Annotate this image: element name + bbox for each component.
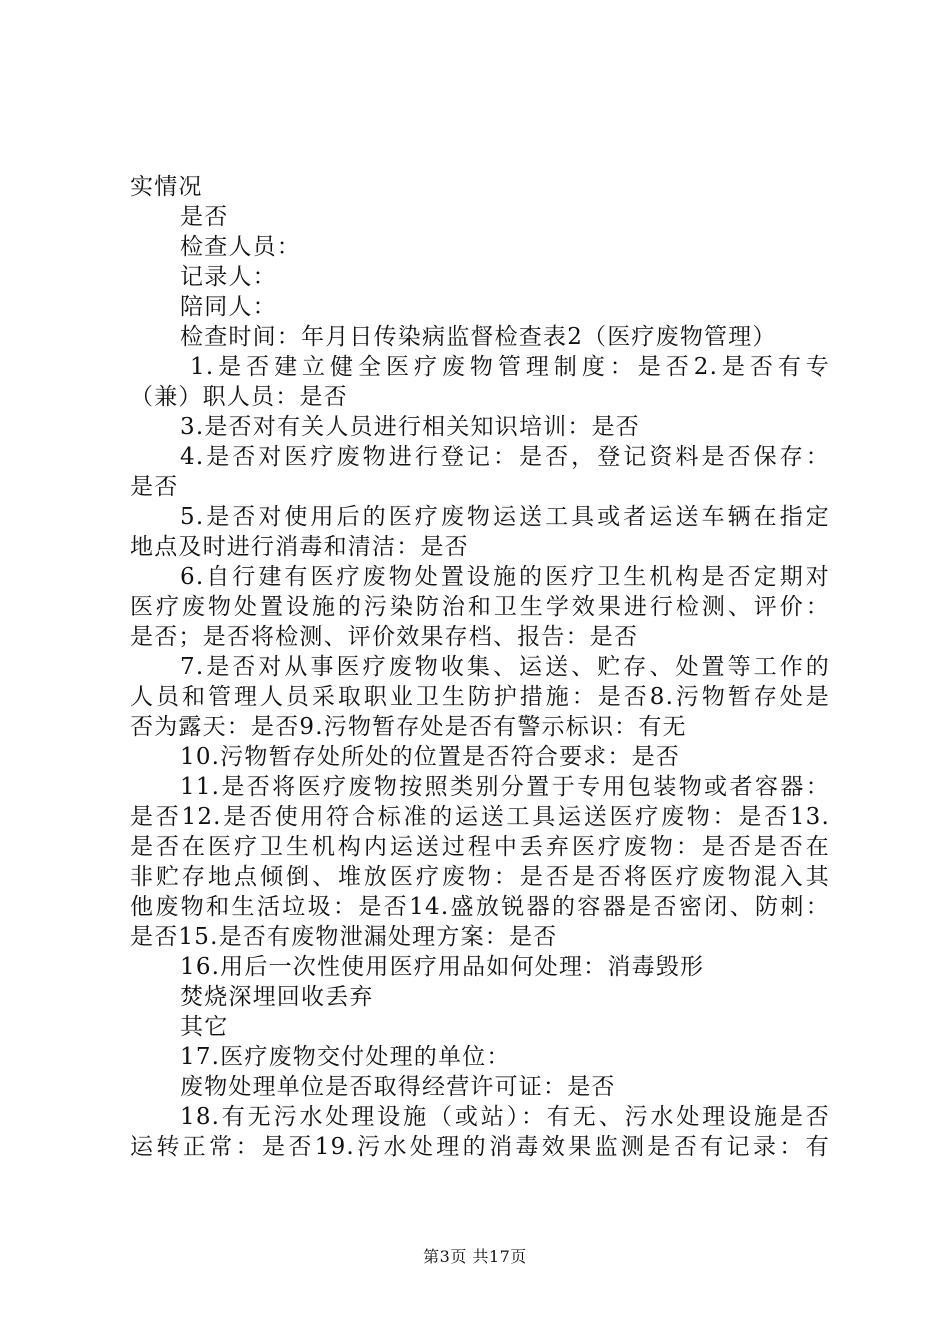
text-line: 否为露天：是否9.污物暂存处是否有警示标识：有无 (130, 714, 687, 740)
text-line: 人员和管理人员采取职业卫生防护措施：是否8.污物暂存处是 (130, 684, 830, 710)
text-line: 5.是否对使用后的医疗废物运送工具或者运送车辆在指定 (180, 504, 830, 530)
text-line: 其它 (180, 1014, 229, 1040)
text-line: 非贮存地点倾倒、堆放医疗废物：是否是否将医疗废物混入其 (130, 864, 830, 890)
text-line: 陪同人： (180, 294, 277, 320)
text-line: 是否15.是否有废物泄漏处理方案：是否 (130, 924, 558, 950)
text-line: 16.用后一次性使用医疗用品如何处理：消毒毁形 (180, 954, 705, 980)
text-line: 11.是否将医疗废物按照类别分置于专用包装物或者容器： (180, 774, 830, 800)
text-line: 运转正常：是否19.污水处理的消毒效果监测是否有记录：有 (130, 1134, 830, 1160)
text-line: 实情况 (130, 174, 203, 200)
text-line: 检查时间：年月日传染病监督检查表2（医疗废物管理） (180, 324, 777, 350)
text-line: 6.自行建有医疗废物处置设施的医疗卫生机构是否定期对 (180, 564, 830, 590)
text-line: 废物处理单位是否取得经营许可证：是否 (180, 1074, 616, 1100)
document-body (130, 172, 830, 1162)
text-line: 是否在医疗卫生机构内运送过程中丢弃医疗废物：是否是否在 (130, 834, 830, 860)
text-line: 17.医疗废物交付处理的单位： (180, 1044, 511, 1070)
text-line: 医疗废物处置设施的污染防治和卫生学效果进行检测、评价： (130, 594, 830, 620)
text-line: 他废物和生活垃圾：是否14.盛放锐器的容器是否密闭、防刺： (130, 894, 830, 920)
text-line: 7.是否对从事医疗废物收集、运送、贮存、处置等工作的 (180, 654, 830, 680)
text-line: 是否；是否将检测、评价效果存档、报告：是否 (130, 624, 639, 650)
text-line: 10.污物暂存处所处的位置是否符合要求：是否 (180, 744, 680, 770)
text-line: 记录人： (180, 264, 277, 290)
text-line: （兼）职人员：是否 (130, 384, 348, 410)
text-line: 检查人员： (180, 234, 301, 260)
text-line: 地点及时进行消毒和清洁：是否 (130, 534, 469, 560)
page-number-footer: 第3页 共17页 (423, 1247, 527, 1266)
text-line: 18.有无污水处理设施（或站）：有无、污水处理设施是否 (180, 1104, 830, 1130)
text-line: 4.是否对医疗废物进行登记：是否，登记资料是否保存： (180, 444, 830, 470)
text-line: 是否 (130, 474, 179, 500)
text-line: 1.是否建立健全医疗废物管理制度：是否2.是否有专 (190, 354, 830, 380)
text-line: 是否12.是否使用符合标准的运送工具运送医疗废物：是否13. (130, 804, 830, 830)
text-line: 焚烧深埋回收丢弃 (180, 984, 374, 1010)
text-line: 3.是否对有关人员进行相关知识培训：是否 (180, 414, 640, 440)
text-line: 是否 (180, 204, 229, 230)
